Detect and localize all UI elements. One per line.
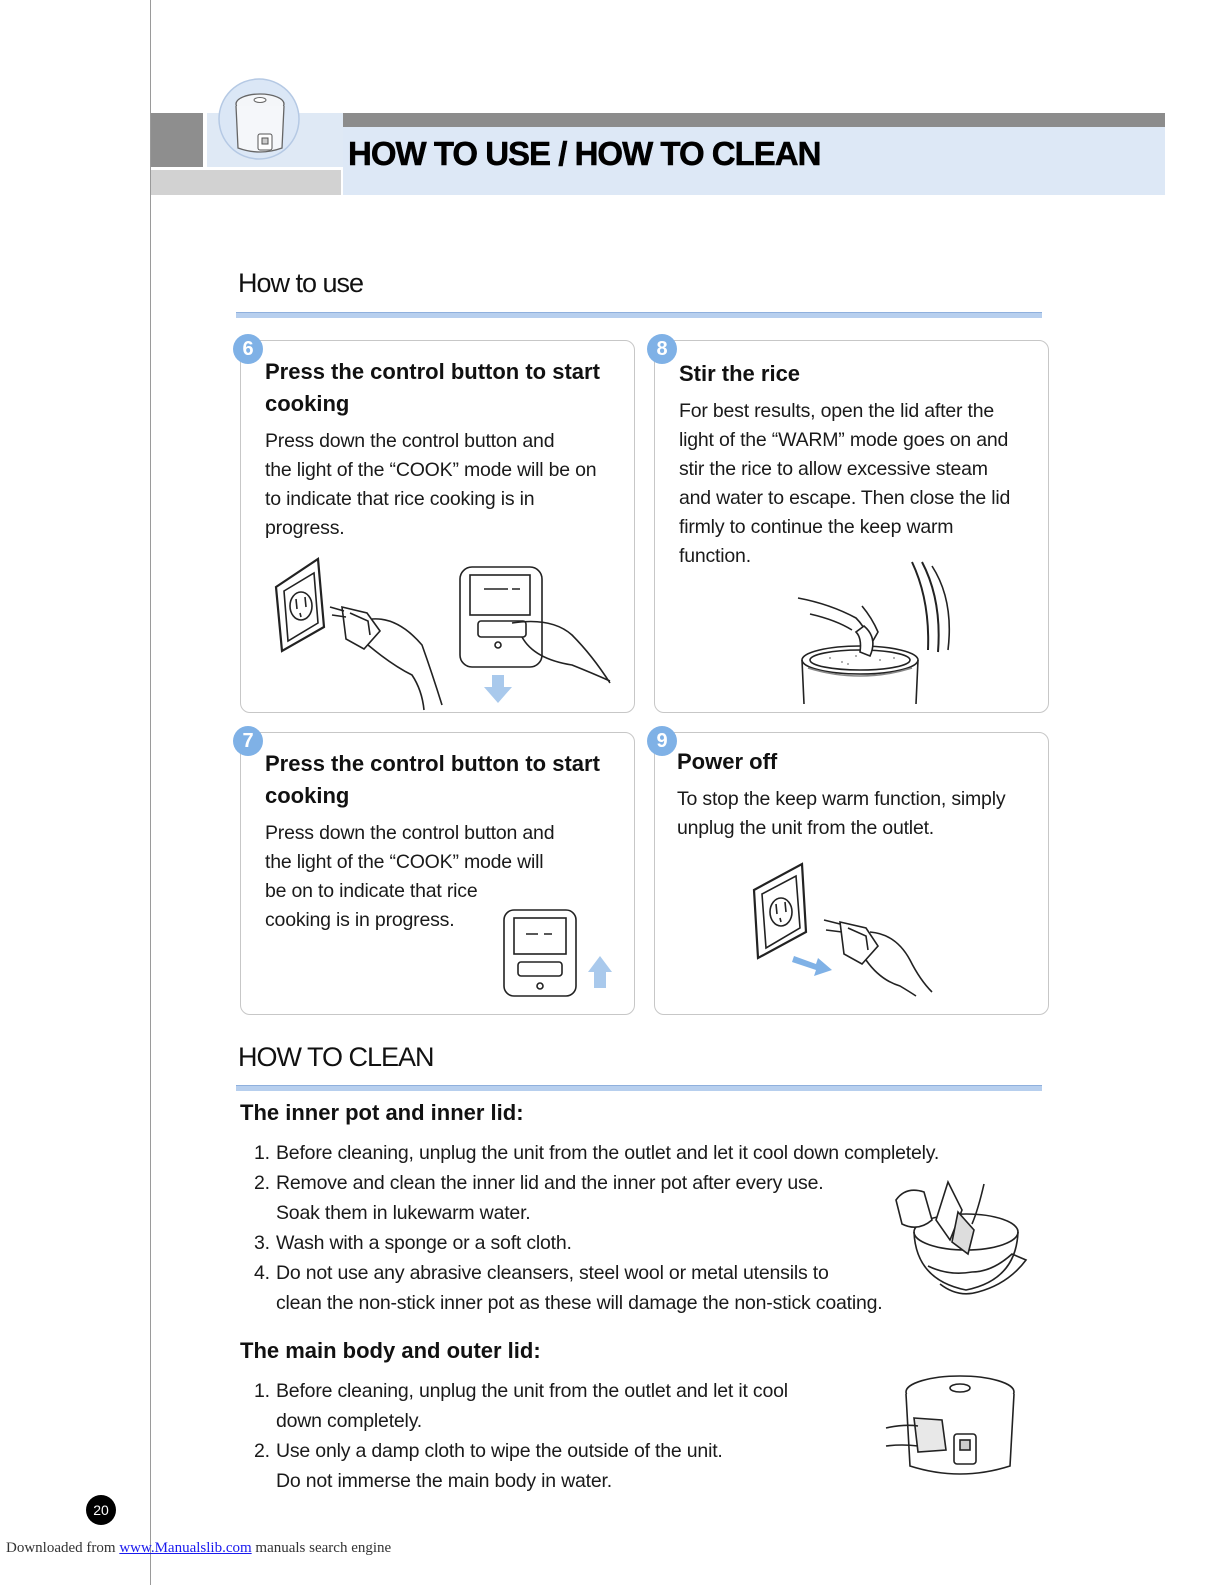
step-body: Press down the control button and the light of the “COOK” mode will be on to indicate that rice cooking is in progress. [265,430,597,539]
stir-rice-illustration [790,560,975,705]
step-badge: 6 [233,334,263,364]
how-to-use-heading: How to use [238,268,364,298]
list-item: 2. Use only a damp cloth to wipe the outside of the unit. Do not immerse the main body in water. [254,1440,723,1492]
plug-in-illustration [272,555,612,710]
step-title: Power off [677,749,778,774]
header-block-dark [151,113,203,167]
step-badge: 8 [647,334,677,364]
header-block-bar [151,170,341,195]
header-top-band [343,113,1165,127]
step-body: Press down the control button and the light of the “COOK” mode will be on to indicate that rice cooking is in progress. [265,822,555,931]
main-body-heading: The main body and outer lid: [240,1338,541,1363]
list-item: 3. Wash with a sponge or a soft cloth. [254,1232,572,1254]
page-margin-line [150,0,151,1585]
step-title: Press the control button to start cooking [265,751,600,808]
step-badge: 7 [233,726,263,756]
step-badge: 9 [647,726,677,756]
wiping-cooker-illustration [884,1372,1024,1484]
manualslib-link[interactable]: www.Manualslib.com [119,1540,252,1556]
step-body: To stop the keep warm function, simply unplug the unit from the outlet. [677,788,1006,839]
step-title: Press the control button to start cooking [265,359,600,416]
page-number: 20 [86,1495,116,1525]
list-item: 4. Do not use any abrasive cleansers, steel wool or metal utensils to clean the non-stick inner pot as these will damage the non-stick coating. [254,1262,883,1314]
washing-pot-illustration [888,1180,1028,1305]
list-item: 2. Remove and clean the inner lid and the inner pot after every use. Soak them in lukewarm water. [254,1172,824,1224]
inner-pot-heading: The inner pot and inner lid: [240,1100,524,1125]
list-item: 1. Before cleaning, unplug the unit from the outlet and let it cool down completely. [254,1142,940,1164]
step-body: For best results, open the lid after the light of the “WARM” mode goes on and stir the rice to allow excessive steam and water to escape. Then close the lid firmly to continue the keep warm function. [679,400,1011,567]
list-item: 1. Before cleaning, unplug the unit from the outlet and let it cool down completely. [254,1380,788,1432]
section-rule [236,1085,1042,1091]
step-title: Stir the rice [679,361,801,386]
section-rule [236,312,1042,318]
page-title: HOW TO USE / HOW TO CLEAN [348,135,821,172]
main-body-list [254,1376,854,1496]
unplug-illustration [750,860,940,1000]
rice-cooker-icon [218,78,300,160]
footer: Downloaded from www.Manualslib.com manuals search engine [6,1540,392,1556]
control-button-illustration [502,908,612,998]
how-to-clean-heading: HOW TO CLEAN [238,1042,434,1072]
